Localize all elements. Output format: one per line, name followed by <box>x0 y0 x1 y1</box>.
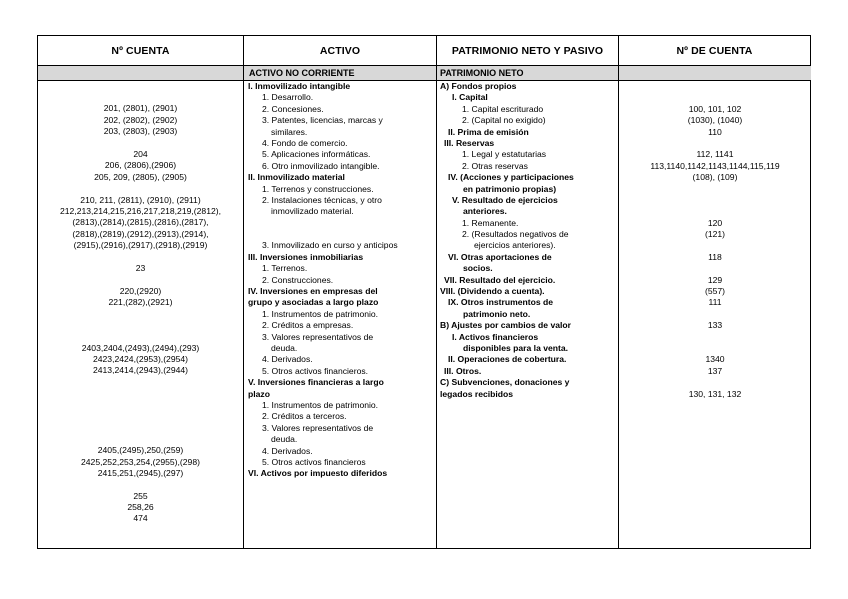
subheader-activo-no-corriente: ACTIVO NO CORRIENTE <box>249 68 355 78</box>
table-cell <box>38 320 243 331</box>
table-cell <box>619 195 811 206</box>
table-cell: 23 <box>135 262 146 273</box>
table-cell: VI. Activos por impuesto diferidos <box>248 468 388 479</box>
table-cell: (557) <box>704 286 726 297</box>
table-cell: 202, (2802), (2902) <box>103 114 178 125</box>
table-cell: 255 <box>133 490 148 501</box>
table-cell: deuda. <box>271 342 298 353</box>
table-cell <box>38 377 243 388</box>
column-divider <box>243 36 244 548</box>
table-cell: V. Resultado de ejercicios <box>452 194 558 205</box>
subheader-bg-right <box>619 66 811 80</box>
table-cell: 258,26 <box>127 502 154 513</box>
table-cell: II. Prima de emisión <box>448 126 529 137</box>
left-account-column <box>38 92 243 525</box>
table-cell: disponibles para la venta. <box>463 342 569 353</box>
table-cell: VIII. (Dividendo a cuenta). <box>440 286 545 297</box>
table-cell: 474 <box>133 513 148 524</box>
header-cuenta-left: Nº CUENTA <box>111 45 170 57</box>
table-cell: 6. Otro inmovilizado intangible. <box>262 160 380 171</box>
table-cell: 129 <box>707 274 723 285</box>
table-cell: 212,213,214,215,216,217,218,219,(2812), <box>59 205 222 216</box>
header-activo: ACTIVO <box>319 45 361 57</box>
table-cell: 133 <box>707 320 723 331</box>
table-cell: V. Inversiones financieras a largo <box>248 377 384 388</box>
table-cell: B) Ajustes por cambios de valor <box>440 320 572 331</box>
header-cuenta-right: Nº DE CUENTA <box>676 45 753 57</box>
table-cell: 203, (2803), (2903) <box>103 126 178 137</box>
table-cell <box>619 92 811 103</box>
table-cell: 2. Créditos a empresas. <box>262 320 354 331</box>
table-cell: 205, 209, (2805), (2905) <box>94 171 187 182</box>
table-cell: 100, 101, 102 <box>688 103 742 114</box>
table-cell <box>38 308 243 319</box>
table-cell: 111 <box>708 297 722 308</box>
table-cell: 4. Derivados. <box>262 445 313 456</box>
table-cell: 1. Remanente. <box>462 217 519 228</box>
table-cell: 1. Terrenos. <box>262 263 308 274</box>
table-cell: grupo y asociadas a largo plazo <box>248 297 379 308</box>
table-cell: IX. Otros instrumentos de <box>448 297 554 308</box>
table-cell: 3. Valores representativos de <box>262 331 374 342</box>
table-cell <box>619 206 811 217</box>
table-cell: 2. Créditos a terceros. <box>262 411 347 422</box>
table-cell <box>619 184 811 195</box>
table-cell <box>38 331 243 342</box>
table-cell: 130, 131, 132 <box>688 388 742 399</box>
table-cell: deuda. <box>271 434 298 445</box>
table-cell: 1. Instrumentos de patrimonio. <box>262 308 379 319</box>
table-cell: I. Capital <box>452 92 488 103</box>
table-cell: 1. Instrumentos de patrimonio. <box>262 399 379 410</box>
table-cell: III. Otros. <box>444 365 482 376</box>
table-cell: 204 <box>133 148 148 159</box>
right-account-column <box>619 81 811 400</box>
table-cell <box>38 479 243 490</box>
table-cell: I. Inmovilizado intangible <box>248 81 351 91</box>
table-cell: II. Operaciones de cobertura. <box>448 354 567 365</box>
table-cell <box>248 229 436 240</box>
table-cell: (121) <box>704 229 726 240</box>
table-cell: 112, 1141 <box>696 149 734 160</box>
table-cell: 5. Otros activos financieros. <box>262 365 369 376</box>
table-cell: 206, (2806),(2906) <box>104 160 177 171</box>
table-cell: 1. Capital escriturado <box>462 103 544 114</box>
table-cell <box>38 251 243 262</box>
table-cell: 2405,(2495),250,(259) <box>97 445 184 456</box>
table-cell: 210, 211, (2811), (2910), (2911) <box>80 194 201 205</box>
table-cell: 2. Concesiones. <box>262 103 324 114</box>
table-cell: 2413,2414,(2943),(2944) <box>92 365 189 376</box>
table-cell <box>619 240 811 251</box>
table-cell: A) Fondos propios <box>440 81 517 91</box>
table-cell: 3. Patentes, licencias, marcas y <box>262 115 383 126</box>
table-cell: 2423,2424,(2953),(2954) <box>92 353 189 364</box>
table-cell: ejercicios anteriores). <box>474 240 556 251</box>
column-divider <box>436 36 437 548</box>
table-cell: 1340 <box>705 354 725 365</box>
table-cell: anteriores. <box>463 206 507 217</box>
table-cell: 110 <box>708 126 722 137</box>
table-cell: (2818),(2819),(2912),(2913),(2914), <box>72 228 209 239</box>
table-cell <box>38 411 243 422</box>
table-cell <box>619 81 811 92</box>
table-cell: inmovilizado material. <box>271 206 354 217</box>
patrimonio-column <box>440 81 618 400</box>
table-cell: socios. <box>463 263 493 274</box>
table-cell: plazo <box>248 388 270 399</box>
table-cell: 3. Valores representativos de <box>262 422 374 433</box>
table-cell: I. Activos financieros <box>452 331 539 342</box>
table-cell: 137 <box>707 365 723 376</box>
table-cell: IV. Inversiones en empresas del <box>248 286 378 297</box>
table-cell: IV. (Acciones y participaciones <box>448 172 574 183</box>
table-cell: III. Reservas <box>444 137 495 148</box>
table-cell <box>38 388 243 399</box>
table-cell: 221,(282),(2921) <box>108 297 173 308</box>
table-cell: 220,(2920) <box>119 285 162 296</box>
table-cell: (108), (109) <box>692 172 738 183</box>
table-cell: 1. Terrenos y construcciones. <box>262 183 374 194</box>
table-cell: VI. Otras aportaciones de <box>448 251 552 262</box>
table-cell: 2403,2404,(2493),(2494),(293) <box>81 342 200 353</box>
table-cell: 4. Fondo de comercio. <box>262 137 348 148</box>
table-cell: (1030), (1040) <box>687 115 743 126</box>
table-cell: 2. (Resultados negativos de <box>462 229 569 240</box>
table-cell: 2425,252,253,254,(2955),(298) <box>81 456 200 467</box>
table-cell: (2813),(2814),(2815),(2816),(2817), <box>72 217 209 228</box>
table-cell: III. Inversiones inmobiliarias <box>248 251 364 262</box>
activo-column <box>248 81 436 480</box>
subheader-bg-left <box>38 66 243 80</box>
table-cell <box>38 92 243 103</box>
header-patrimonio: PATRIMONIO NETO Y PASIVO <box>451 45 604 57</box>
subheader-patrimonio-neto: PATRIMONIO NETO <box>440 68 524 78</box>
table-cell: 2. (Capital no exigido) <box>462 115 546 126</box>
table-cell: 3. Inmovilizado en curso y anticipos <box>262 240 398 251</box>
table-cell <box>619 138 811 149</box>
table-cell <box>619 263 811 274</box>
table-cell: 2. Instalaciones técnicas, y otro <box>262 194 382 205</box>
table-cell: 5. Otros activos financieros <box>262 456 366 467</box>
table-cell <box>619 309 811 320</box>
table-cell: 1. Desarrollo. <box>262 92 314 103</box>
table-cell: (2915),(2916),(2917),(2918),(2919) <box>73 240 208 251</box>
table-cell: 120 <box>707 217 723 228</box>
table-cell: C) Subvenciones, donaciones y <box>440 377 570 388</box>
table-cell: legados recibidos <box>440 388 514 399</box>
table-cell: VII. Resultado del ejercicio. <box>444 274 556 285</box>
table-cell: 2. Otras reservas <box>462 160 528 171</box>
balance-sheet-table <box>37 35 811 549</box>
table-cell <box>38 434 243 445</box>
table-cell <box>38 183 243 194</box>
table-cell: similares. <box>271 126 308 137</box>
table-cell <box>619 332 811 343</box>
table-cell: en patrimonio propias) <box>463 183 557 194</box>
table-cell <box>248 218 436 229</box>
table-cell: 5. Aplicaciones informáticas. <box>262 149 371 160</box>
table-cell <box>619 343 811 354</box>
table-cell: 113,1140,1142,1143,1144,115,119 <box>650 160 780 171</box>
table-cell: 1. Legal y estatutarias <box>462 149 547 160</box>
table-cell: 2415,251,(2945),(297) <box>97 467 184 478</box>
table-cell: II. Inmovilizado material <box>248 172 345 183</box>
table-cell: 2. Construcciones. <box>262 274 334 285</box>
table-cell: 118 <box>708 251 722 262</box>
table-cell: 201, (2801), (2901) <box>103 103 178 114</box>
table-cell <box>38 400 243 411</box>
table-cell <box>38 138 243 149</box>
table-cell: patrimonio neto. <box>463 308 531 319</box>
table-cell: 4. Derivados. <box>262 354 313 365</box>
table-cell <box>619 377 811 388</box>
table-cell <box>38 274 243 285</box>
table-cell <box>38 422 243 433</box>
